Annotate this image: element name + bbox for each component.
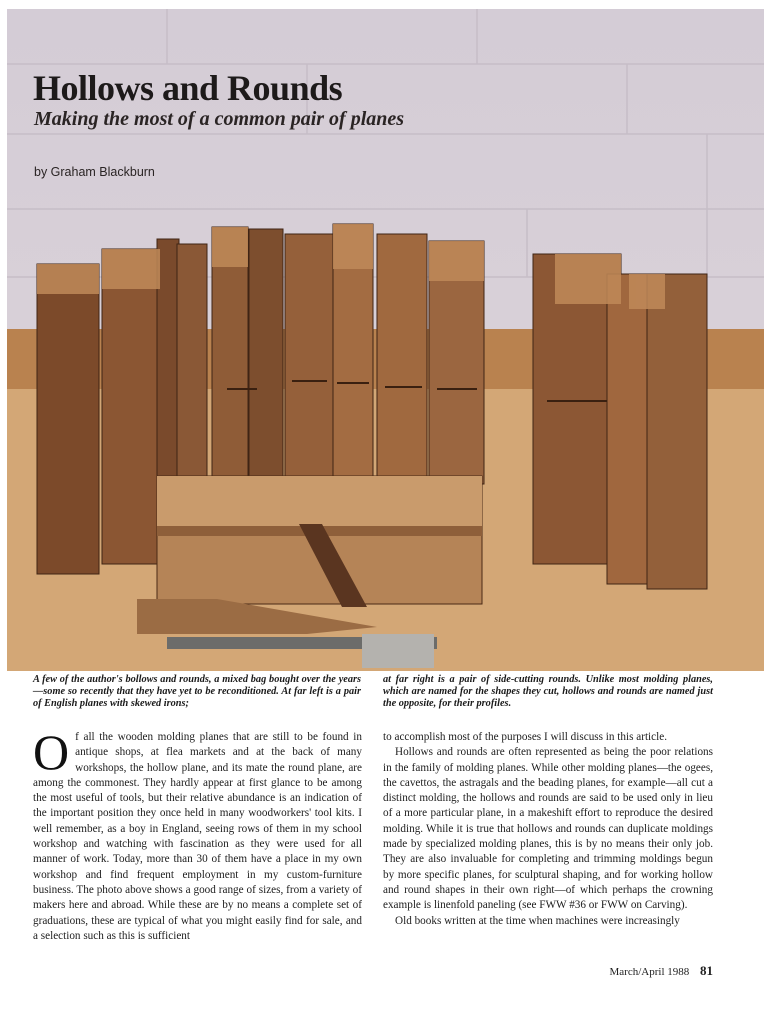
- photo-caption-left: A few of the author's bollows and rounds, a mixed bag bought over the years—some so recently that they have yet to be reconditioned. At far left is a pair of English planes with skewed irons;: [33, 674, 361, 709]
- body-paragraph-3: Old books written at the time when machines were increasingly: [395, 914, 680, 927]
- page-footer: [610, 963, 713, 979]
- issue-date: March/April 1988: [609, 966, 690, 978]
- photo-caption-right: at far right is a pair of side-cutting rounds. Unlike most molding planes, which are named for the shapes they cut, hollows and rounds are named just the opposite, for their profiles.: [383, 674, 713, 709]
- drop-cap: O: [33, 724, 70, 780]
- body-paragraph-2: Hollows and rounds are often represented as being the poor relations in the family of molding planes. While other molding planes—the ogees, the cavettos, the astragals and the beading planes, for example—all cut a distinct molding, the hollows and rounds are said to be used only in lieu of a more particular plane, in a makeshift effort to reproduce the desired molding. While it is true that hollows and rounds can duplicate moldings made by specialized molding planes, this is by no means their only job. They are also invaluable for completing and trimming moldings begun by more specific planes, for sculptural shaping, and for working hollow and round shapes in their own right—of which perhaps the crowning example is linenfold paneling (see FWW #36 or FWW on Carving).: [383, 746, 713, 912]
- body-column-left: [33, 724, 362, 944]
- body-paragraph-1: f all the wooden molding planes that are still to be found in antique shops, at flea markets and at the back of many workshops, the hollow plane, and its mate the round plane, are among the commonest. They hardly appear at first glance to be among the most useful of tools, but their relative abundance is an indication of the important position they once held in many woodworkers' tool kits. I well remember, as a boy in England, seeing rows of them in my school workshop and watching with fascination as they were used for all manner of work. Today, more than 30 of them have a place in my own workshop and find frequent employment in my custom-furniture business. The photo above shows a good range of sizes, from a variety of makers here and abroad. While these are by no means a complete set of graduations, these are typical of what you might easily find for sale, and a selection such as this is sufficient: [33, 731, 362, 942]
- byline: by Graham Blackburn: [34, 165, 155, 179]
- body-column-right: [383, 730, 713, 929]
- article-title: Hollows and Rounds: [33, 68, 343, 108]
- body-paragraph-1-cont: to accomplish most of the purposes I will discuss in this article.: [383, 731, 667, 743]
- article-photo: [7, 9, 764, 671]
- page-number: 81: [700, 963, 713, 978]
- article-subtitle: Making the most of a common pair of planes: [34, 108, 405, 130]
